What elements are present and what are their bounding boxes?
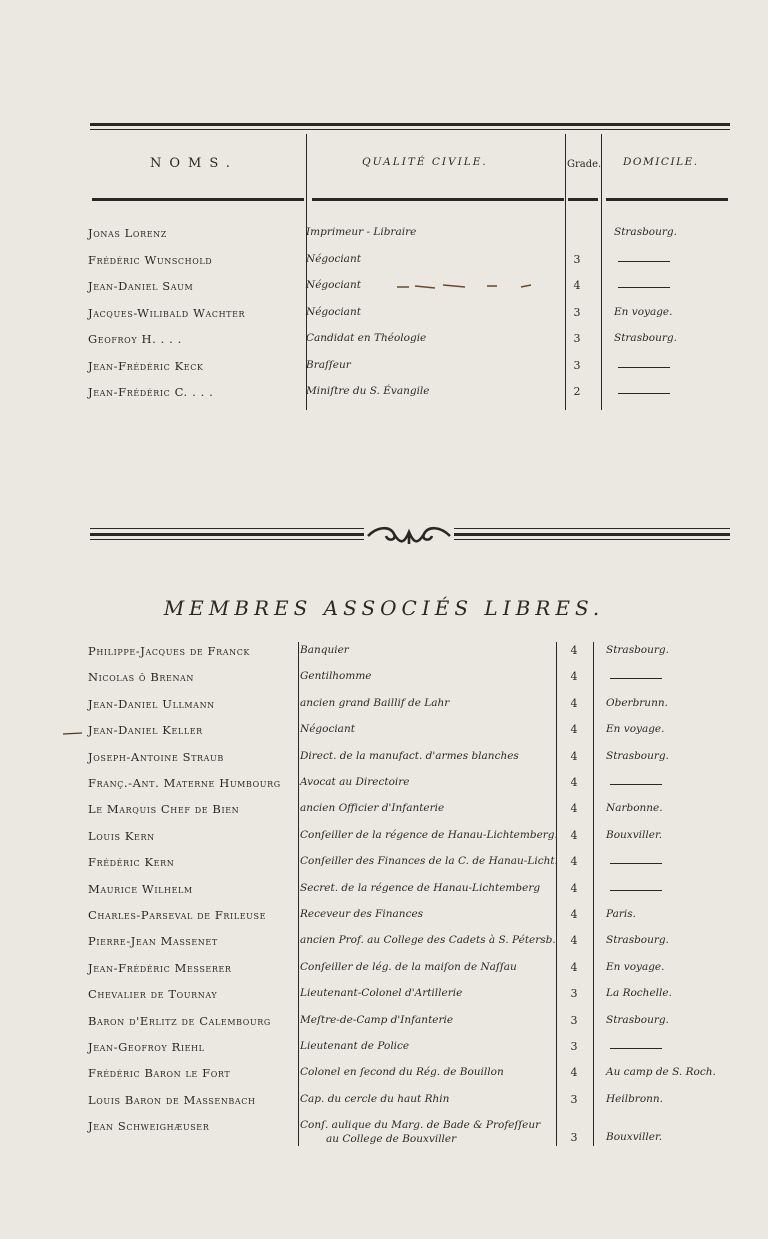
member-qualite: Conſeiller de la régence de Hanau-Lichtemberg. — [300, 828, 558, 841]
member-qualite: Conſeiller de lég. de la maiſon de Naſſau — [300, 960, 517, 973]
member-domicile: Strasbourg. — [614, 226, 677, 238]
member-domicile: La Rochelle. — [606, 987, 672, 1000]
member-domicile: Strasbourg. — [606, 1013, 669, 1026]
member-grade: 4 — [573, 279, 581, 292]
ditto-dash — [610, 1048, 662, 1049]
member-grade: 3 — [570, 1092, 578, 1106]
member-qualite: Négociant — [306, 252, 361, 265]
member-name: Jean-Frédéric C. . . . — [88, 385, 214, 399]
member-grade: 4 — [570, 960, 578, 974]
handwritten-dashes — [395, 279, 555, 295]
table-row — [0, 253, 768, 275]
member-grade: 4 — [570, 723, 578, 737]
table-row — [0, 723, 768, 745]
member-grade: 3 — [573, 332, 581, 345]
member-grade: 3 — [570, 1131, 578, 1145]
member-name: Jean-Frédéric Keck — [88, 358, 204, 373]
header-domicile: DOMICILE. — [623, 156, 699, 168]
header-rule-domicile — [606, 198, 728, 201]
member-grade: 3 — [573, 305, 581, 319]
member-name: Franç.-Ant. Materne Humbourg — [88, 776, 281, 790]
member-name: Le Marquis Chef de Bien — [88, 802, 240, 817]
member-grade: 4 — [570, 802, 578, 816]
ditto-dash — [610, 784, 662, 785]
table-row — [0, 961, 768, 983]
ornament-icon — [364, 520, 454, 550]
member-grade: 4 — [570, 908, 578, 921]
member-qualite: Receveur des Finances — [300, 908, 424, 920]
member-domicile: Oberbrunn. — [606, 696, 668, 709]
member-grade: 4 — [570, 855, 578, 869]
member-qualite-line2: au College de Bouxviller — [326, 1133, 457, 1146]
member-qualite: Négociant — [306, 305, 361, 318]
member-domicile: Au camp de S. Roch. — [606, 1066, 716, 1079]
member-domicile: En voyage. — [606, 960, 665, 973]
table-row — [0, 1093, 768, 1115]
member-qualite: Miniſtre du S. Évangile — [306, 385, 430, 397]
member-name: Frédéric Wunschold — [88, 252, 213, 267]
member-name: Jean Schweighæuser — [88, 1119, 210, 1134]
member-qualite: Colonel en ſecond du Rég. de Bouillon — [300, 1066, 504, 1079]
member-grade: 4 — [570, 934, 578, 948]
member-grade: 4 — [570, 828, 578, 842]
ditto-dash — [610, 863, 662, 864]
table-row — [0, 829, 768, 851]
table-row — [0, 934, 768, 956]
member-grade: 4 — [570, 749, 578, 763]
table-row — [0, 1066, 768, 1088]
table-row — [0, 226, 768, 248]
member-name: Jean-Frédéric Messerer — [88, 960, 232, 975]
handwritten-mark — [62, 730, 84, 738]
table-row — [0, 306, 768, 328]
member-domicile: Strasbourg. — [606, 934, 669, 947]
member-grade: 4 — [570, 776, 578, 789]
table-row — [0, 776, 768, 798]
member-qualite: Meſtre-de-Camp d'Infanterie — [300, 1013, 454, 1026]
member-grade: 4 — [570, 881, 578, 895]
section2-title: MEMBRES ASSOCIÉS LIBRES. — [163, 596, 605, 620]
table-row — [0, 332, 768, 354]
member-name: Jonas Lorenz — [88, 226, 167, 240]
member-grade: 3 — [570, 987, 578, 1001]
member-name: Louis Kern — [88, 828, 155, 843]
ditto-dash — [618, 287, 670, 288]
member-name: Geofroy H. . . . — [88, 332, 182, 346]
member-qualite: Imprimeur - Libraire — [306, 226, 417, 238]
table-row — [0, 359, 768, 381]
member-qualite: Banquier — [300, 644, 349, 656]
member-grade: 4 — [570, 1066, 578, 1080]
ditto-dash — [618, 393, 670, 394]
member-domicile: Bouxviller. — [606, 1131, 663, 1144]
member-domicile: Strasbourg. — [606, 644, 669, 656]
member-domicile: Strasbourg. — [614, 332, 677, 344]
header-noms: NOMS. — [150, 156, 238, 171]
member-name: Jacques-Wilibald Wachter — [88, 305, 246, 320]
member-name: Pierre-Jean Massenet — [88, 934, 218, 949]
member-name: Nicolas ô Brenan — [88, 670, 195, 685]
member-qualite: Avocat au Directoire — [300, 776, 410, 788]
table-row — [0, 1040, 768, 1062]
member-qualite: Conſeiller des Finances de la C. de Hanau-Licht. — [300, 855, 558, 868]
table-row — [0, 697, 768, 719]
member-qualite: ancien grand Baillif de Lahr — [300, 696, 450, 709]
member-domicile: Paris. — [606, 908, 636, 920]
member-name: Baron d'Erlitz de Calembourg — [88, 1013, 271, 1028]
member-name: Charles-Parseval de Frileuse — [88, 908, 267, 922]
table-row — [0, 855, 768, 877]
member-grade: 3 — [570, 1013, 578, 1027]
member-qualite: Gentilhomme — [300, 670, 372, 683]
header-rule-qualite — [312, 198, 564, 201]
top-rule-thick — [90, 123, 730, 126]
table-row — [0, 908, 768, 930]
member-grade: 4 — [570, 670, 578, 684]
member-domicile: En voyage. — [606, 723, 665, 736]
ditto-dash — [610, 890, 662, 891]
table-row — [0, 644, 768, 666]
table-row — [0, 1014, 768, 1036]
member-name: Philippe-Jacques de Franck — [88, 644, 251, 658]
member-qualite: Négociant — [306, 279, 361, 291]
ditto-dash — [610, 678, 662, 679]
ditto-dash — [618, 367, 670, 368]
table-row — [0, 987, 768, 1009]
member-grade: 3 — [573, 358, 581, 372]
header-qualite: QUALITÉ CIVILE. — [362, 156, 488, 168]
member-domicile: Narbonne. — [606, 802, 663, 815]
member-qualite: Secret. de la régence de Hanau-Lichtemberg — [300, 881, 541, 894]
header-grade: Grade. — [567, 159, 602, 170]
member-name: Jean-Daniel Keller — [88, 723, 203, 738]
member-name: Joseph-Antoine Straub — [88, 749, 224, 764]
member-qualite: Lieutenant-Colonel d'Artillerie — [300, 987, 463, 1000]
member-grade: 3 — [570, 1040, 578, 1053]
table-row — [0, 750, 768, 772]
header-rule-grade — [568, 198, 598, 201]
member-qualite: Lieutenant de Police — [300, 1040, 410, 1052]
member-qualite: Cap. du cercle du haut Rhin — [300, 1092, 450, 1105]
table-row — [0, 882, 768, 904]
member-qualite: Négociant — [300, 723, 355, 736]
member-qualite: Braſſeur — [306, 358, 351, 371]
table-row — [0, 385, 768, 407]
member-grade: 3 — [573, 252, 581, 266]
member-grade: 4 — [570, 644, 578, 657]
member-name: Jean-Geofroy Riehl — [88, 1040, 205, 1054]
member-name: Jean-Daniel Ullmann — [88, 696, 215, 711]
header-rule-noms — [92, 198, 304, 201]
top-rule-thin — [90, 129, 730, 130]
member-qualite: Direct. de la manufact. d'armes blanches — [300, 749, 519, 762]
member-name: Chevalier de Tournay — [88, 987, 218, 1002]
member-name: Jean-Daniel Saum — [88, 279, 194, 293]
member-name: Frédéric Baron le Fort — [88, 1066, 231, 1081]
member-name: Maurice Wilhelm — [88, 881, 193, 896]
member-domicile: Bouxviller. — [606, 828, 663, 841]
member-grade: 4 — [570, 696, 578, 710]
member-grade: 2 — [573, 385, 581, 398]
member-qualite: Candidat en Théologie — [306, 332, 427, 344]
member-domicile: Heilbronn. — [606, 1092, 664, 1105]
member-domicile: Strasbourg. — [606, 749, 669, 762]
table-row — [0, 1119, 768, 1146]
ditto-dash — [618, 261, 670, 262]
member-domicile: En voyage. — [614, 305, 673, 318]
member-qualite: ancien Prof. au College des Cadets à S. Pétersb. — [300, 934, 556, 947]
table-row — [0, 802, 768, 824]
member-name: Frédéric Kern — [88, 855, 175, 870]
table-row — [0, 279, 768, 301]
table-row — [0, 670, 768, 692]
member-qualite: Conſ. aulique du Marg. de Bade & Profeſſeur — [300, 1119, 541, 1132]
member-name: Louis Baron de Massenbach — [88, 1092, 256, 1107]
member-qualite: ancien Officier d'Infanterie — [300, 802, 445, 815]
